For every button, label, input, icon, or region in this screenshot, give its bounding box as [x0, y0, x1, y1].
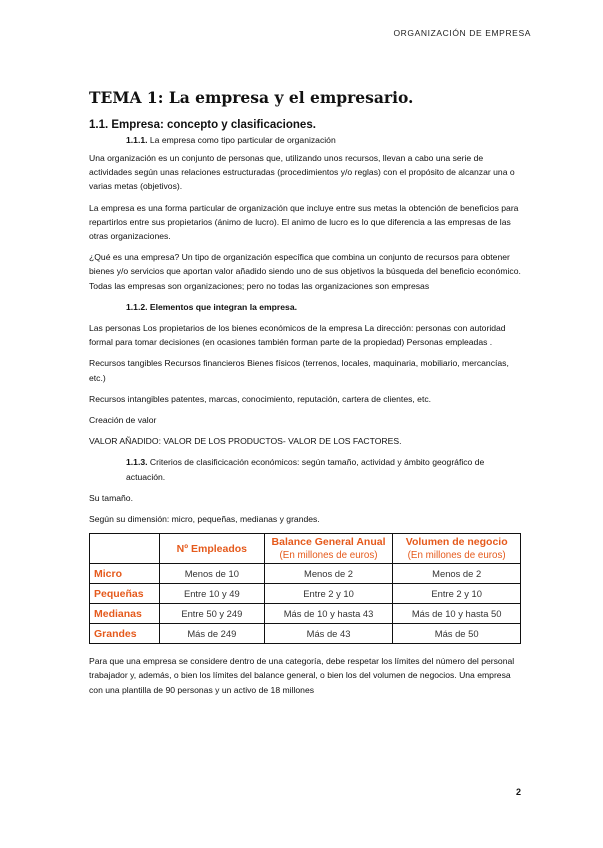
table-header-cell: Balance General Anual (En millones de euros)	[264, 534, 393, 564]
table-header-cell: Volumen de negocio (En millones de euros)	[393, 534, 521, 564]
table-cell: Más de 50	[393, 624, 521, 644]
subsection-number: 1.1.3.	[126, 457, 148, 468]
paragraph: Recursos tangibles Recursos financieros Bienes físicos (terrenos, locales, maquinaria, mobiliario, mercancías, etc.)	[89, 358, 509, 383]
section-heading: 1.1. Empresa: concepto y clasificaciones.	[89, 119, 316, 131]
row-label: Grandes	[90, 624, 160, 644]
table-cell: Menos de 10	[159, 564, 264, 584]
table-cell: Entre 10 y 49	[159, 584, 264, 604]
page-content	[89, 88, 521, 704]
table-cell: Menos de 2	[264, 564, 393, 584]
paragraph: Una organización es un conjunto de personas que, utilizando unos recursos, llevan a cabo una serie de actividades según unas relaciones estructuradas (procedimientos y/o reglas) con el propósito de alcanzar una o varias metas (objetivos).	[89, 153, 515, 192]
table-header-row	[90, 534, 521, 564]
paragraph: La empresa es una forma particular de organización que incluye entre sus metas la obtención de beneficios para repartirlos entre sus propietarios (ánimo de lucro). El animo de lucro es lo que diferencia a las empresas de las otras organizaciones.	[89, 202, 519, 242]
table-row	[90, 624, 521, 644]
subsection-1-1-3	[126, 455, 521, 483]
row-label: Medianas	[90, 604, 160, 624]
running-header: ORGANIZACIÓN DE EMPRESA	[393, 28, 531, 38]
table-row	[90, 604, 521, 624]
paragraph: Recursos intangibles patentes, marcas, conocimiento, reputación, cartera de clientes, etc.	[89, 393, 432, 404]
table-cell: Más de 43	[264, 624, 393, 644]
paragraph: Para que una empresa se considere dentro de una categoría, debe respetar los límites del número del personal trabajador y, además, o bien los límites del balance general, o bien los del volumen de negocios. Una empresa con una plantilla de 90 personas y un activo de 18 millones	[89, 656, 515, 695]
paragraph: Creación de valor	[89, 415, 157, 426]
table-cell: Más de 10 y hasta 43	[264, 604, 393, 624]
size-classification-table	[89, 533, 521, 644]
table-header-cell: Nº Empleados	[159, 534, 264, 564]
page-title: TEMA 1: La empresa y el empresario.	[89, 88, 414, 107]
paragraph: ¿Qué es una empresa? Un tipo de organización específica que combina un conjunto de recursos para obtener bienes y/o servicios que aportan valor añadido siendo uno de sus objetivos la búsqueda del beneficio económico. Todas las empresas son organizaciones; pero no todas las organizaciones son empresas	[89, 252, 521, 291]
table-row	[90, 584, 521, 604]
table-cell: Más de 10 y hasta 50	[393, 604, 521, 624]
row-label: Micro	[90, 564, 160, 584]
subsection-title: Criterios de clasificicación económicos: según tamaño, actividad y ámbito geográfico de actuación.	[126, 457, 485, 482]
paragraph: Las personas Los propietarios de los bienes económicos de la empresa La dirección: personas con autoridad formal para tomar decisiones (en ocasiones también forman parte de la propiedad) Personas empleadas .	[89, 323, 506, 348]
table-cell: Menos de 2	[393, 564, 521, 584]
subsection-1-1-1	[126, 135, 521, 145]
paragraph: Su tamaño.	[89, 492, 133, 503]
paragraph: VALOR AÑADIDO: VALOR DE LOS PRODUCTOS- VALOR DE LOS FACTORES.	[89, 436, 402, 447]
table-header-cell	[90, 534, 160, 564]
subsection-1-1-2: 1.1.2. Elementos que integran la empresa.	[126, 301, 297, 312]
table-cell: Entre 2 y 10	[264, 584, 393, 604]
subsection-title: La empresa como tipo particular de organización	[149, 135, 336, 145]
subsection-number: 1.1.1.	[126, 135, 148, 145]
table-cell: Entre 50 y 249	[159, 604, 264, 624]
page-number: 2	[515, 787, 521, 797]
paragraph: Según su dimensión: micro, pequeñas, medianas y grandes.	[89, 514, 320, 525]
row-label: Pequeñas	[90, 584, 160, 604]
table-row	[90, 564, 521, 584]
table-cell: Entre 2 y 10	[393, 584, 521, 604]
table-cell: Más de 249	[159, 624, 264, 644]
